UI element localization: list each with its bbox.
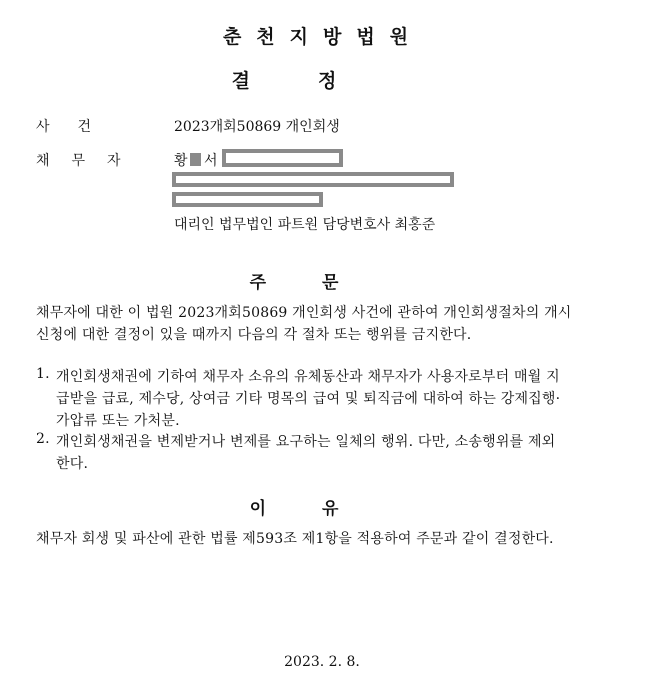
- court-name: 춘천지방법원: [222, 26, 424, 48]
- agent-info: 대리인 법무법인 파트원 담당변호사 최홍준: [174, 217, 436, 233]
- redacted-debtor-info: [222, 149, 343, 167]
- order-text-line-2: 신청에 대한 결정이 있을 때까지 다음의 각 절차 또는 행위를 금지한다.: [36, 327, 472, 343]
- debtor-label: 채무자: [36, 153, 143, 169]
- reason-text: 채무자 회생 및 파산에 관한 법률 제593조 제1항을 적용하여 주문과 같이 결정한다.: [36, 531, 554, 547]
- decision-date: 2023. 2. 8.: [284, 654, 360, 670]
- order-title: 주문: [249, 273, 395, 293]
- case-value: 2023개회50869 개인회생: [174, 119, 340, 135]
- order-item-1-line-3: 가압류 또는 가처분.: [56, 413, 180, 429]
- order-item-1-line-2: 급받을 급료, 제수당, 상여금 기타 명목의 급여 및 퇴직금에 대하여 하는 강제집행·: [56, 391, 561, 407]
- order-item-2-line-1: 개인회생채권을 변제받거나 변제를 요구하는 일체의 행위. 다만, 소송행위를 제외: [56, 434, 556, 450]
- order-item-2-line-2: 한다.: [56, 456, 89, 472]
- order-item-2-number: 2.: [36, 431, 50, 447]
- redacted-address-line-2: [172, 192, 323, 207]
- case-label: 사건: [36, 119, 120, 135]
- document-type-title: 결정: [231, 70, 405, 92]
- order-item-1-line-1: 개인회생채권에 기하여 채무자 소유의 유체동산과 채무자가 사용자로부터 매월 지: [56, 369, 560, 385]
- debtor-name-prefix: 황: [174, 153, 188, 169]
- redacted-address-line-1: [172, 172, 454, 187]
- reason-title: 이유: [249, 499, 395, 519]
- order-text-line-1: 채무자에 대한 이 법원 2023개회50869 개인회생 사건에 관하여 개인회생절차의 개시: [36, 305, 572, 321]
- redacted-name-char: [190, 153, 201, 166]
- order-item-1-number: 1.: [36, 366, 50, 382]
- debtor-name-suffix: 서: [204, 153, 218, 169]
